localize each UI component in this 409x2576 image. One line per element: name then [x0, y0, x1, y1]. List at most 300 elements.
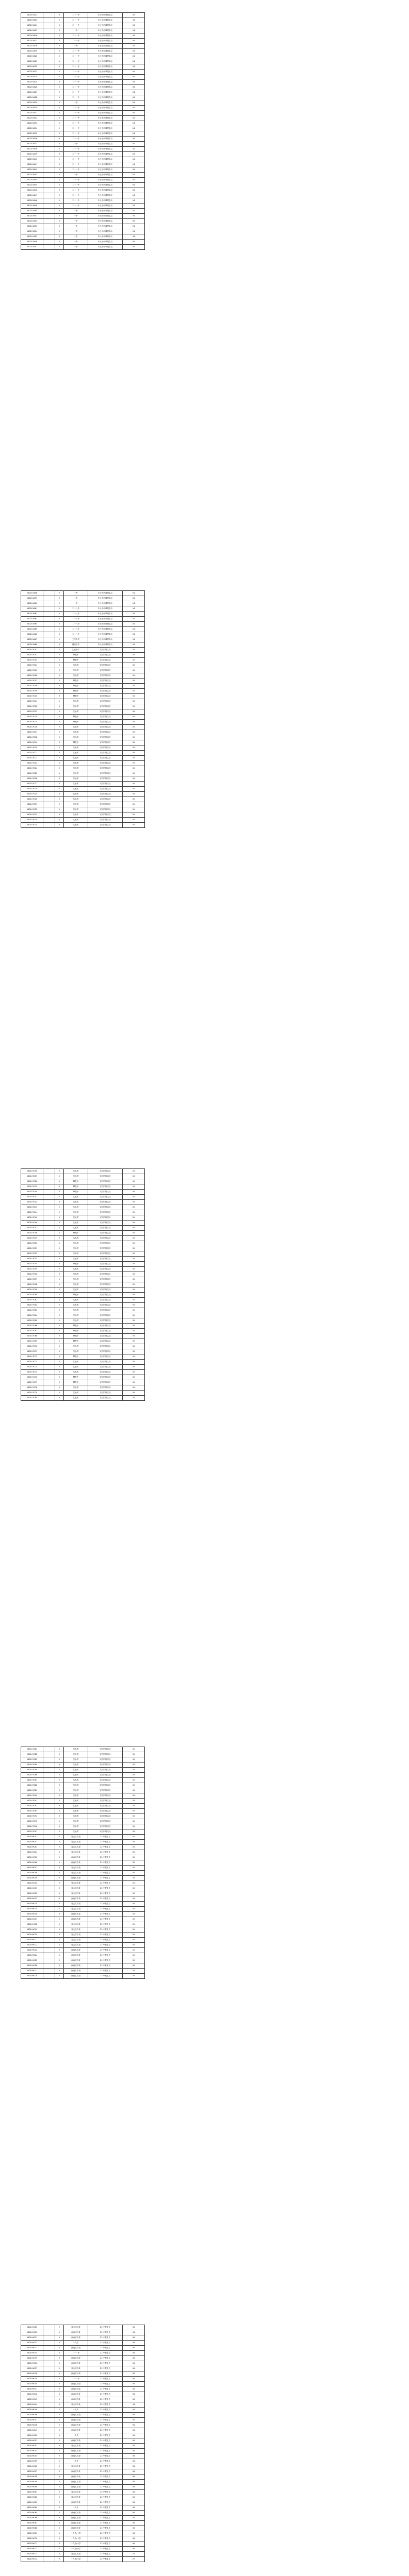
- table-cell: 23 中报名点: [88, 2341, 123, 2346]
- table-row: [21, 1886, 145, 1891]
- table-cell: 实验附: [64, 1215, 88, 1221]
- table-cell: [43, 1169, 55, 1174]
- table-cell: 04: [123, 106, 145, 111]
- table-cell: 十中: [64, 224, 88, 229]
- table-cell: 05: [123, 1860, 145, 1866]
- table-row: [21, 1969, 145, 1974]
- table-cell: 04: [123, 13, 145, 18]
- table-cell: 二十一中: [64, 147, 88, 152]
- table-cell: 23 中报名点: [88, 1922, 123, 1927]
- table-cell: 实验附: [64, 1757, 88, 1762]
- table-cell: 2: [55, 1922, 64, 1927]
- table-cell: [43, 1298, 55, 1303]
- table-row: [21, 776, 145, 782]
- table-cell: 04: [123, 606, 145, 612]
- table-cell: 04: [123, 601, 145, 606]
- table-cell: 2: [55, 2325, 64, 2330]
- table-cell: 实验附: [64, 1205, 88, 1210]
- table-cell: 2: [55, 1349, 64, 1354]
- table-cell: 23 中报名点: [88, 1927, 123, 1933]
- table-row: [21, 59, 145, 64]
- table-cell: 05: [123, 715, 145, 720]
- table-cell: 05: [123, 818, 145, 823]
- table-cell: 2: [55, 1396, 64, 1401]
- table-cell: 攀枝中: [64, 1293, 88, 1298]
- table-cell: 实验附: [64, 1282, 88, 1287]
- table-cell: 2: [55, 1282, 64, 1287]
- table-cell: 西南实验校: [64, 2500, 88, 2505]
- table-cell: 05: [123, 1324, 145, 1329]
- table-cell: 实验附报名点: [88, 1200, 123, 1205]
- table-cell: 实验附报名点: [88, 1324, 123, 1329]
- table-cell: 530109072: [21, 2547, 43, 2552]
- table-cell: 市七中西城报名点: [88, 612, 123, 617]
- table-cell: 05: [123, 761, 145, 766]
- table-cell: 实验附: [64, 1799, 88, 1804]
- table-cell: 530107011: [21, 699, 43, 704]
- table-cell: [43, 219, 55, 224]
- table-row: [21, 2423, 145, 2428]
- table-cell: 04: [123, 612, 145, 617]
- table-cell: 530107079: [21, 1391, 43, 1396]
- table-cell: 实验附报名点: [88, 679, 123, 684]
- table-cell: 2: [55, 797, 64, 802]
- table-cell: 23 中报名点: [88, 2500, 123, 2505]
- table-cell: 530107056: [21, 1272, 43, 1277]
- table-cell: [43, 1933, 55, 1938]
- table-cell: 实验附: [64, 1829, 88, 1835]
- table-cell: 530109058: [21, 2475, 43, 2480]
- table-row: [21, 1943, 145, 1948]
- table-cell: 530107095: [21, 1819, 43, 1824]
- table-cell: [43, 1747, 55, 1752]
- table-row: [21, 1974, 145, 1979]
- table-cell: 23 中报名点: [88, 2351, 123, 2356]
- table-cell: 530109002: [21, 1840, 43, 1845]
- table-cell: 2: [55, 106, 64, 111]
- table-row: [21, 111, 145, 116]
- table-cell: [43, 735, 55, 740]
- table-cell: 530201657: [21, 245, 43, 250]
- table-cell: [43, 1174, 55, 1179]
- table-cell: [43, 1907, 55, 1912]
- table-cell: 05: [123, 663, 145, 668]
- table-cell: 市七中西城报名点: [88, 80, 123, 85]
- table-cell: [43, 1845, 55, 1850]
- table-cell: 实验附报名点: [88, 663, 123, 668]
- table-row: [21, 142, 145, 147]
- table-cell: 实验附报名点: [88, 668, 123, 673]
- table-cell: 530201614: [21, 23, 43, 28]
- table-cell: [43, 2371, 55, 2377]
- table-cell: 文华中学: [64, 637, 88, 642]
- table-cell: 530109049: [21, 2428, 43, 2433]
- table-cell: 2: [55, 2536, 64, 2541]
- table-cell: [43, 1385, 55, 1391]
- table-cell: 23 中报名点: [88, 1933, 123, 1938]
- table-cell: 实验附报名点: [88, 1221, 123, 1226]
- table-cell: 530107017: [21, 730, 43, 735]
- table-row: [21, 1365, 145, 1370]
- table-cell: 530109043: [21, 2397, 43, 2402]
- table-cell: 实验附报名点: [88, 1829, 123, 1835]
- table-cell: 530201667: [21, 637, 43, 642]
- table-cell: [43, 2366, 55, 2371]
- table-cell: 实验附报名点: [88, 725, 123, 730]
- table-cell: 04: [123, 142, 145, 147]
- table-cell: 23 中报名点: [88, 1835, 123, 1840]
- table-cell: 2: [55, 2330, 64, 2335]
- table-cell: [43, 28, 55, 33]
- table-cell: 530109035: [21, 2356, 43, 2361]
- table-cell: 05: [123, 1907, 145, 1912]
- table-cell: 2: [55, 668, 64, 673]
- table-cell: 530201626: [21, 85, 43, 90]
- table-cell: 04: [123, 70, 145, 75]
- table-cell: 04: [123, 75, 145, 80]
- table-cell: 2: [55, 1179, 64, 1184]
- table-cell: 西南实验校: [64, 1969, 88, 1974]
- table-cell: 2: [55, 85, 64, 90]
- table-cell: 530201662: [21, 612, 43, 617]
- table-row: [21, 766, 145, 771]
- table-cell: 2: [55, 2423, 64, 2428]
- table-cell: [43, 694, 55, 699]
- table-cell: 实验附: [64, 1778, 88, 1783]
- table-cell: [43, 1370, 55, 1375]
- table-cell: 2: [55, 2356, 64, 2361]
- table-cell: 530109010: [21, 1881, 43, 1886]
- table-row: [21, 606, 145, 612]
- table-cell: 05: [123, 1277, 145, 1282]
- table-cell: 市七中西城报名点: [88, 632, 123, 637]
- table-cell: 市七中西城报名点: [88, 64, 123, 70]
- table-cell: 西南实验校: [64, 1860, 88, 1866]
- table-cell: 实验附报名点: [88, 1184, 123, 1190]
- table-cell: 2: [55, 2413, 64, 2418]
- table-cell: [43, 1360, 55, 1365]
- table-cell: 23 中报名点: [88, 2464, 123, 2469]
- table-cell: 04: [123, 188, 145, 193]
- table-cell: 实验附: [64, 1344, 88, 1349]
- table-cell: 530109008: [21, 1871, 43, 1876]
- table-row: [21, 771, 145, 776]
- table-cell: 2: [55, 802, 64, 807]
- table-cell: 青云实验校: [64, 1902, 88, 1907]
- table-cell: [43, 1303, 55, 1308]
- table-cell: 实验附报名点: [88, 673, 123, 679]
- table-row: [21, 183, 145, 188]
- table-cell: [43, 106, 55, 111]
- table-cell: 530107054: [21, 1262, 43, 1267]
- table-cell: 2: [55, 766, 64, 771]
- table-row: [21, 1205, 145, 1210]
- table-cell: 04: [123, 157, 145, 162]
- table-cell: [43, 1195, 55, 1200]
- table-cell: 2: [55, 1195, 64, 1200]
- table-cell: 2: [55, 116, 64, 121]
- table-cell: 05: [123, 1886, 145, 1891]
- table-cell: 2: [55, 209, 64, 214]
- table-cell: [43, 761, 55, 766]
- table-cell: 05: [123, 1313, 145, 1318]
- table-cell: 实验附: [64, 761, 88, 766]
- table-cell: 05: [123, 782, 145, 787]
- table-cell: 2: [55, 1793, 64, 1799]
- table-cell: [43, 111, 55, 116]
- table-cell: 530107044: [21, 1210, 43, 1215]
- table-cell: 23 中报名点: [88, 2449, 123, 2454]
- table-cell: [43, 2433, 55, 2438]
- table-cell: 530107058: [21, 1282, 43, 1287]
- table-cell: [43, 596, 55, 601]
- table-cell: 2: [55, 2511, 64, 2516]
- table-cell: [43, 2521, 55, 2526]
- table-row: [21, 95, 145, 100]
- table-row: [21, 1938, 145, 1943]
- table-cell: [43, 699, 55, 704]
- table-cell: 23 中报名点: [88, 1891, 123, 1896]
- table-row: [21, 591, 145, 596]
- table-cell: 23 中报名点: [88, 1912, 123, 1917]
- table-cell: 06: [123, 2516, 145, 2521]
- table-cell: 实验附报名点: [88, 1391, 123, 1396]
- table-cell: 05: [123, 1215, 145, 1221]
- table-cell: 05: [123, 812, 145, 818]
- table-cell: [43, 1953, 55, 1958]
- table-cell: 实验附: [64, 1318, 88, 1324]
- table-cell: 2: [55, 1927, 64, 1933]
- table-cell: 实验附报名点: [88, 1210, 123, 1215]
- table-cell: 2: [55, 658, 64, 663]
- table-row: [21, 1788, 145, 1793]
- table-cell: 04: [123, 49, 145, 54]
- table-cell: 05: [123, 689, 145, 694]
- table-cell: 530201615: [21, 28, 43, 33]
- table-cell: [43, 818, 55, 823]
- table-cell: 530109011: [21, 1886, 43, 1891]
- table-cell: [43, 2325, 55, 2330]
- table-row: [21, 782, 145, 787]
- table-cell: 530107078: [21, 1385, 43, 1391]
- table-cell: 市七中西城报名点: [88, 234, 123, 240]
- table-cell: 06: [123, 2511, 145, 2516]
- table-row: [21, 1272, 145, 1277]
- table-row: [21, 632, 145, 637]
- table-cell: 04: [123, 167, 145, 173]
- table-cell: 实验附报名点: [88, 1262, 123, 1267]
- table-row: [21, 1860, 145, 1866]
- table-cell: 实验附报名点: [88, 776, 123, 782]
- table-cell: [43, 2413, 55, 2418]
- table-cell: 530109046: [21, 2413, 43, 2418]
- table-cell: 实验附: [64, 797, 88, 802]
- table-row: [21, 28, 145, 33]
- table-cell: 2: [55, 2377, 64, 2382]
- table-cell: [43, 167, 55, 173]
- table-row: [21, 1210, 145, 1215]
- table-cell: [43, 198, 55, 204]
- table-cell: 实验附: [64, 802, 88, 807]
- table-cell: [43, 1190, 55, 1195]
- table-cell: 530201651: [21, 214, 43, 219]
- table-cell: [43, 751, 55, 756]
- table-cell: 23 中报名点: [88, 2541, 123, 2547]
- table-cell: 实验附: [64, 725, 88, 730]
- table-cell: 530109048: [21, 2423, 43, 2428]
- table-cell: [43, 95, 55, 100]
- table-cell: 06: [123, 2531, 145, 2536]
- table-cell: [43, 1215, 55, 1221]
- table-cell: 530107081: [21, 1747, 43, 1752]
- table-row: [21, 1241, 145, 1246]
- table-cell: 2: [55, 2397, 64, 2402]
- table-cell: 04: [123, 178, 145, 183]
- table-row: [21, 715, 145, 720]
- table-cell: 04: [123, 121, 145, 126]
- table-cell: 530107083: [21, 1757, 43, 1762]
- table-cell: 05: [123, 1824, 145, 1829]
- table-cell: 十中: [64, 44, 88, 49]
- table-cell: 530201646: [21, 188, 43, 193]
- table-cell: 实验附: [64, 668, 88, 673]
- table-cell: [43, 1354, 55, 1360]
- table-cell: 05: [123, 1762, 145, 1768]
- table-cell: 06: [123, 2377, 145, 2382]
- table-cell: 攀枝中: [64, 1380, 88, 1385]
- table-cell: 二十一中: [64, 121, 88, 126]
- table-cell: 2: [55, 80, 64, 85]
- table-cell: 2: [55, 2469, 64, 2475]
- table-cell: 实验附: [64, 1783, 88, 1788]
- table-cell: 530107018: [21, 735, 43, 740]
- table-cell: 23 中报名点: [88, 2428, 123, 2433]
- table-row: [21, 787, 145, 792]
- table-cell: 2: [55, 1958, 64, 1963]
- table-cell: 实验附报名点: [88, 1762, 123, 1768]
- table-cell: 06: [123, 2485, 145, 2490]
- table-cell: 市七中西城报名点: [88, 49, 123, 54]
- table-cell: 530109019: [21, 1927, 43, 1933]
- table-cell: 实验附报名点: [88, 1298, 123, 1303]
- table-cell: 530109073: [21, 2552, 43, 2557]
- table-cell: 2: [55, 1380, 64, 1385]
- table-row: [21, 2505, 145, 2511]
- table-cell: [43, 1835, 55, 1840]
- table-cell: 市七中西城报名点: [88, 90, 123, 95]
- table-cell: 实验附报名点: [88, 709, 123, 715]
- table-cell: 2: [55, 2531, 64, 2536]
- table-cell: 2: [55, 2485, 64, 2490]
- table-cell: 2: [55, 111, 64, 116]
- table-cell: [43, 183, 55, 188]
- table-row: [21, 1855, 145, 1860]
- table-cell: [43, 730, 55, 735]
- table-cell: 二十一中: [64, 157, 88, 162]
- table-cell: 530201649: [21, 204, 43, 209]
- table-cell: 青云实验校: [64, 2366, 88, 2371]
- table-cell: 市七中西城报名点: [88, 209, 123, 214]
- table-cell: 2: [55, 637, 64, 642]
- table-cell: 05: [123, 1845, 145, 1850]
- table-row: [21, 116, 145, 121]
- table-cell: 04: [123, 137, 145, 142]
- table-cell: 06: [123, 2325, 145, 2330]
- table-row: [21, 131, 145, 137]
- table-cell: 530107024: [21, 766, 43, 771]
- table-cell: [43, 1912, 55, 1917]
- table-cell: 市七中西城报名点: [88, 111, 123, 116]
- table-row: [21, 1385, 145, 1391]
- table-cell: 2: [55, 1385, 64, 1391]
- table-cell: 06: [123, 2402, 145, 2408]
- table-cell: 05: [123, 709, 145, 715]
- table-cell: 2: [55, 735, 64, 740]
- table-cell: 530107029: [21, 792, 43, 797]
- table-cell: 530109068: [21, 2526, 43, 2531]
- table-cell: 实验附: [64, 1272, 88, 1277]
- table-cell: 530109056: [21, 2464, 43, 2469]
- table-cell: 2: [55, 2402, 64, 2408]
- table-cell: 23 中报名点: [88, 1943, 123, 1948]
- table-cell: 2: [55, 1907, 64, 1912]
- table-cell: 攀枝中: [64, 689, 88, 694]
- table-cell: 攀枝中: [64, 720, 88, 725]
- table-cell: 2: [55, 1370, 64, 1375]
- table-cell: [43, 90, 55, 95]
- table-row: [21, 1814, 145, 1819]
- table-cell: [43, 1339, 55, 1344]
- table-cell: [43, 2408, 55, 2413]
- table-cell: [43, 1974, 55, 1979]
- table-cell: 530109007: [21, 1866, 43, 1871]
- table-cell: 实验附: [64, 1226, 88, 1231]
- table-cell: 2: [55, 1354, 64, 1360]
- table-cell: 05: [123, 1891, 145, 1896]
- table-row: [21, 612, 145, 617]
- table-cell: 2: [55, 2418, 64, 2423]
- table-row: [21, 18, 145, 23]
- table-cell: 二十八中: [64, 612, 88, 617]
- table-cell: 2: [55, 792, 64, 797]
- table-row: [21, 1902, 145, 1907]
- table-cell: 05: [123, 1902, 145, 1907]
- table-cell: 530107036: [21, 1169, 43, 1174]
- table-cell: 04: [123, 147, 145, 152]
- table-cell: 05: [123, 1829, 145, 1835]
- table-cell: 04: [123, 219, 145, 224]
- table-cell: 530201618: [21, 44, 43, 49]
- table-cell: [43, 745, 55, 751]
- table-cell: 530107085: [21, 1768, 43, 1773]
- table-row: [21, 627, 145, 632]
- table-row: [21, 2341, 145, 2346]
- table-cell: [43, 689, 55, 694]
- table-cell: 04: [123, 33, 145, 39]
- table-cell: 05: [123, 807, 145, 812]
- table-cell: 05: [123, 1267, 145, 1272]
- table-cell: 05: [123, 1293, 145, 1298]
- table-cell: 530107049: [21, 1236, 43, 1241]
- table-cell: 实验附报名点: [88, 812, 123, 818]
- table-cell: 530109041: [21, 2387, 43, 2392]
- table-cell: [43, 2475, 55, 2480]
- table-row: [21, 1912, 145, 1917]
- table-cell: 23 中报名点: [88, 2397, 123, 2402]
- table-cell: [43, 121, 55, 126]
- table-cell: 实验附: [64, 1257, 88, 1262]
- table-row: [21, 2485, 145, 2490]
